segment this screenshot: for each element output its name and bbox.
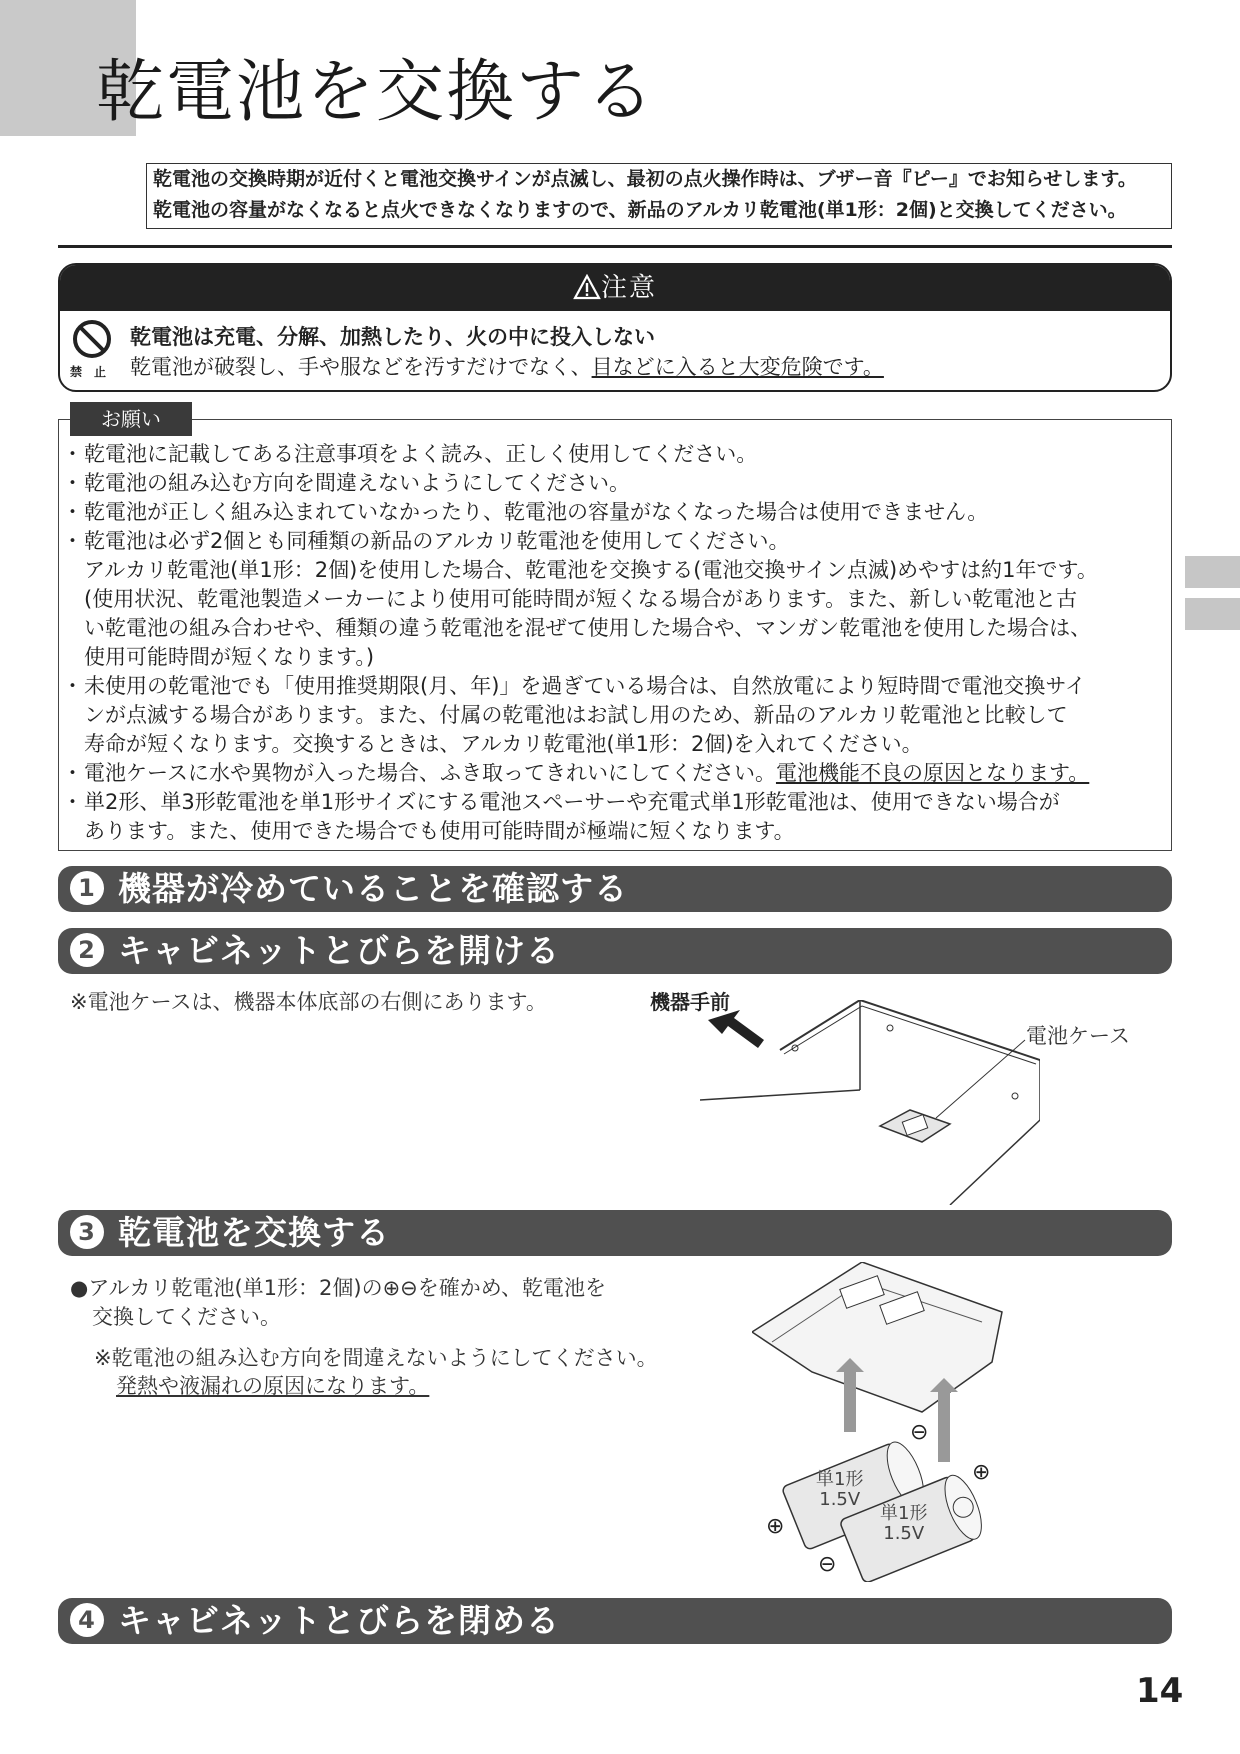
intro-line: 乾電池の交換時期が近付くと電池交換サインが点滅し、最初の点火操作時は、ブザー音『ピー』でお知らせします。 xyxy=(153,168,1137,190)
battery-voltage: 1.5V xyxy=(819,1489,861,1510)
step-label: キャビネットとびらを開ける xyxy=(118,931,560,970)
list-item: あります。また、使用できた場合でも使用可能時間が極端に短くなります。 xyxy=(84,819,795,843)
caution-box xyxy=(58,263,1172,392)
list-item: ・ 乾電池は必ず2個とも同種類の新品のアルカリ乾電池を使用してください。 xyxy=(66,527,1168,556)
plus-symbol: ⊕ xyxy=(972,1460,991,1485)
list-item: い乾電池の組み合わせや、種類の違う乾電池を混ぜて使用した場合や、マンガン乾電池を使用した場合は、 xyxy=(84,616,1092,640)
step3-instruction: ●アルカリ乾電池(単1形：2個)の⊕⊖を確かめ、乾電池を xyxy=(70,1276,606,1300)
list-item: ・ 乾電池が正しく組み込まれていなかったり、乾電池の容量がなくなった場合は使用できません。 xyxy=(66,498,1168,527)
step3-note: ※乾電池の組み込む方向を間違えないようにしてください。 xyxy=(94,1346,658,1370)
front-arrow-icon xyxy=(708,1010,764,1048)
step-label: 乾電池を交換する xyxy=(118,1213,390,1252)
caution-text xyxy=(130,351,884,381)
list-item-text: 電池ケースに水や異物が入った場合、ふき取ってきれいにしてください。 xyxy=(84,761,776,785)
step-number: 4 xyxy=(70,1603,104,1637)
step-label: キャビネットとびらを閉める xyxy=(118,1601,560,1640)
list-item: 使用可能時間が短くなります。) xyxy=(84,645,375,669)
list-item: ・ 乾電池に記載してある注意事項をよく読み、正しく使用してください。 xyxy=(66,440,1168,469)
plus-symbol: ⊕ xyxy=(766,1514,785,1539)
request-list xyxy=(66,440,1168,846)
side-index-tab xyxy=(1185,598,1240,630)
caution-header xyxy=(60,265,1170,311)
step-number: 1 xyxy=(70,871,104,905)
divider xyxy=(58,245,1172,248)
appliance-bottom-illustration xyxy=(700,1000,1040,1205)
intro-box xyxy=(146,163,1172,229)
step-number: 2 xyxy=(70,933,104,967)
list-item: ・ 未使用の乾電池でも「使用推奨期限(月、年)」を過ぎている場合は、自然放電により短時間で電池交換サイ xyxy=(66,672,1168,701)
step-2-header xyxy=(58,928,1172,974)
request-label: お願い xyxy=(70,402,192,436)
side-index-tab xyxy=(1185,556,1240,588)
step-4-header xyxy=(58,1598,1172,1644)
step-1-header xyxy=(58,866,1172,912)
caution-heading: 乾電池は充電、分解、加熱したり、火の中に投入しない xyxy=(130,325,655,349)
battery-case-note: ※電池ケースは、機器本体底部の右側にあります。 xyxy=(70,990,547,1014)
list-item: ンが点滅する場合があります。また、付属の乾電池はお試し用のため、新品のアルカリ乾電池と比較して xyxy=(84,703,1068,727)
battery-case-label: 電池ケース xyxy=(1026,1024,1130,1048)
intro-line: 乾電池の容量がなくなると点火できなくなりますので、新品のアルカリ乾電池(単1形：2個)と交換してください。 xyxy=(153,199,1127,221)
list-item: アルカリ乾電池(単1形：2個)を使用した場合、乾電池を交換する(電池交換サイン点滅)めやすは約1年です。 xyxy=(84,558,1098,582)
battery-voltage: 1.5V xyxy=(883,1523,925,1544)
battery-type: 単1形 xyxy=(880,1503,928,1524)
page-number: 14 xyxy=(1136,1671,1184,1711)
front-label: 機器手前 xyxy=(650,990,730,1014)
minus-symbol: ⊖ xyxy=(910,1420,929,1445)
step-label: 機器が冷めていることを確認する xyxy=(118,869,628,908)
step3-note: 発熱や液漏れの原因になります。 xyxy=(116,1374,430,1398)
caution-text-plain: 乾電池が破裂し、手や服などを汚すだけでなく、 xyxy=(130,355,592,379)
list-item: 寿命が短くなります。交換するときは、アルカリ乾電池(単1形：2個)を入れてください。 xyxy=(84,732,923,756)
list-item: ・ 乾電池の組み込む方向を間違えないようにしてください。 xyxy=(66,469,1168,498)
battery-label-1 xyxy=(816,1470,863,1510)
step-3-header xyxy=(58,1210,1172,1256)
minus-symbol: ⊖ xyxy=(818,1552,837,1577)
step3-instruction: 交換してください。 xyxy=(92,1305,281,1329)
battery-label-2 xyxy=(880,1504,927,1544)
list-item: (使用状況、乾電池製造メーカーにより使用可能時間が短くなる場合があります。また、新しい乾電池と古 xyxy=(84,587,1078,611)
list-item: ・ 単2形、単3形乾電池を単1形サイズにする電池スペーサーや充電式単1形乾電池は、使用できない場合が xyxy=(66,788,1168,817)
list-item-underlined: 電池機能不良の原因となります。 xyxy=(775,761,1090,785)
caution-title: 注意 xyxy=(600,273,657,303)
caution-text-underlined: 目などに入ると大変危険です。 xyxy=(591,355,884,379)
step-number: 3 xyxy=(70,1215,104,1249)
warning-triangle-icon xyxy=(573,274,601,300)
list-item xyxy=(66,759,1168,788)
page-title: 乾電池を交換する xyxy=(96,53,657,132)
prohibited-icon xyxy=(72,319,112,359)
battery-type: 単1形 xyxy=(816,1469,864,1490)
prohibit-label: 禁止 xyxy=(70,365,119,379)
